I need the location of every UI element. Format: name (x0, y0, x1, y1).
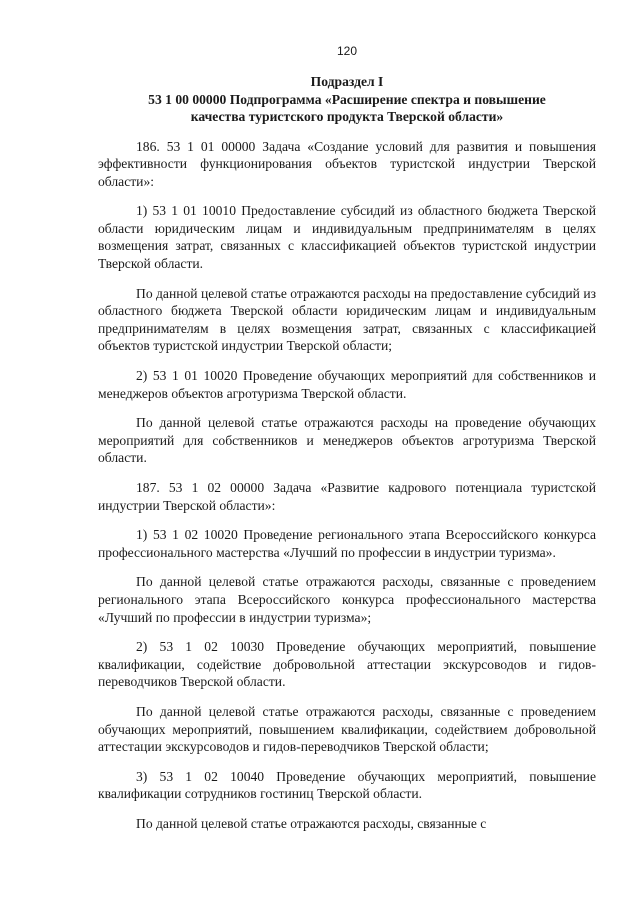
heading-line-3: качества туристского продукта Тверской области» (190, 109, 504, 124)
paragraph-task-187: 187. 53 1 02 00000 Задача «Развитие кадрового потенциала туристской индустрии Тверской области»: (98, 480, 596, 513)
paragraph-expense-description: По данной целевой статье отражаются расходы на предоставление субсидий из областного бюджета Тверской области юридическим лицам и индивидуальным предпринимателям в целях возмещения затрат, связанных с классификацией объектов туристской индустрии Тверской области; (98, 285, 596, 354)
paragraph-expense-description: По данной целевой статье отражаются расходы, связанные с проведением обучающих мероприятий, повышением квалификации, содействием добровольной аттестации экскурсоводов и гидов-переводчиков Тверской области; (98, 703, 596, 755)
paragraph-expense-description: По данной целевой статье отражаются расходы на проведение обучающих мероприятий для собственников и менеджеров объектов агротуризма Тверской области. (98, 415, 596, 466)
paragraph-item-53-1-02-10040: 3) 53 1 02 10040 Проведение обучающих мероприятий, повышение квалификации сотрудников гостиниц Тверской области. (98, 768, 596, 802)
heading-line-1: Подраздел I (310, 74, 384, 89)
paragraph-item-53-1-01-10020: 2) 53 1 01 10020 Проведение обучающих мероприятий для собственников и менеджеров объектов агротуризма Тверской области. (98, 368, 596, 401)
document-page (98, 44, 596, 845)
paragraph-expense-description-partial: По данной целевой статье отражаются расходы, связанные с (136, 815, 487, 831)
paragraph-item-53-1-02-10020: 1) 53 1 02 10020 Проведение регионального этапа Всероссийского конкурса профессионального мастерства «Лучший по профессии в индустрии туризма». (98, 527, 596, 560)
section-heading (98, 73, 596, 126)
page-number: 120 (336, 44, 358, 58)
paragraph-task-186: 186. 53 1 01 00000 Задача «Создание условий для развития и повышения эффективности функционирования объектов туристской индустрии Тверской области»: (98, 138, 596, 189)
heading-line-2: 53 1 00 00000 Подпрограмма «Расширение спектра и повышение (148, 91, 546, 107)
paragraph-item-53-1-02-10030: 2) 53 1 02 10030 Проведение обучающих мероприятий, повышение квалификации, содействие добровольной аттестации экскурсоводов и гидов-переводчиков Тверской области. (98, 639, 596, 690)
paragraph-item-53-1-01-10010: 1) 53 1 01 10010 Предоставление субсидий из областного бюджета Тверской области юридическим лицам и индивидуальным предпринимателям в целях возмещения затрат, связанных с классификацией объектов туристской индустрии Тверской области. (98, 203, 596, 272)
paragraph-expense-description: По данной целевой статье отражаются расходы, связанные с проведением регионального этапа Всероссийского конкурса профессионального мастерства «Лучший по профессии в индустрии туризма»; (98, 574, 596, 625)
